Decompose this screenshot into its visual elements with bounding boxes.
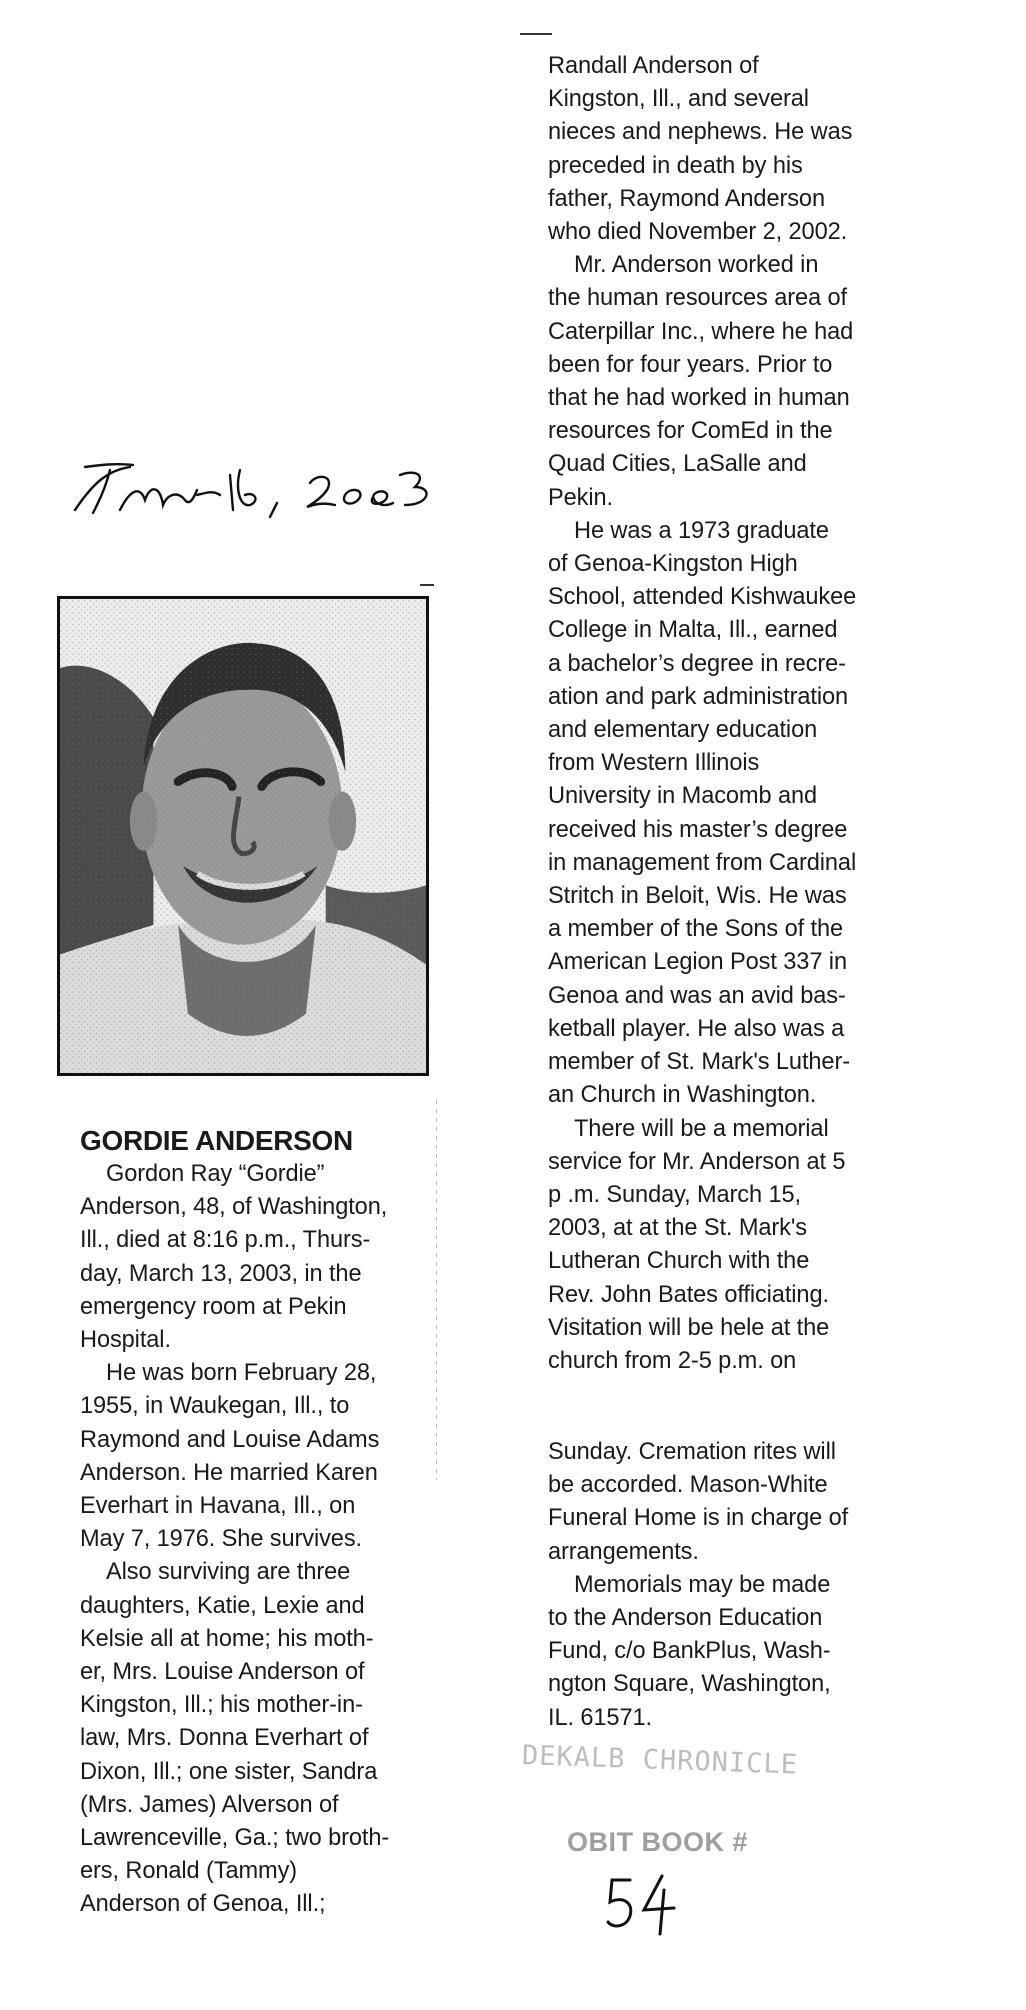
text-line: member of St. Mark's Luther- [548, 1049, 850, 1076]
text-line: There will be a memorial [574, 1115, 829, 1142]
text-line: He was born February 28, [106, 1360, 377, 1387]
text-line: ers, Ronald (Tammy) [80, 1858, 298, 1885]
text-line: from Western Illinois [548, 750, 760, 777]
text-line: ngton Square, Washington, [548, 1671, 831, 1698]
text-line: a member of the Sons of the [548, 916, 844, 943]
text-line: Fund, c/o BankPlus, Wash- [548, 1638, 831, 1665]
source-stamp: DEKALB CHRONICLE [521, 1740, 799, 1781]
text-line: Lawrenceville, Ga.; two broth- [80, 1825, 390, 1852]
left-column-body [80, 1158, 440, 1922]
text-line: p .m. Sunday, March 15, [548, 1181, 801, 1208]
text-line: day, March 13, 2003, in the [80, 1260, 362, 1287]
text-line: to the Anderson Education [548, 1605, 823, 1632]
text-line: who died November 2, 2002. [548, 219, 848, 246]
text-line: resources for ComEd in the [548, 418, 833, 445]
text-line: School, attended Kishwaukee [548, 584, 857, 611]
text-line: ketball player. He also was a [548, 1015, 845, 1042]
text-line: Ill., died at 8:16 p.m., Thurs- [80, 1227, 371, 1254]
text-line: Caterpillar Inc., where he had [548, 318, 854, 345]
text-line: arrangements. [548, 1538, 699, 1565]
text-line: Kingston, Ill.; his mother-in- [80, 1692, 363, 1719]
text-line: Stritch in Beloit, Wis. He was [548, 883, 847, 910]
text-line: Dixon, Ill.; one sister, Sandra [80, 1758, 378, 1785]
text-line: Genoa and was an avid bas- [548, 982, 846, 1009]
text-line: the human resources area of [548, 285, 847, 312]
text-line: Quad Cities, LaSalle and [548, 451, 807, 478]
text-line: of Genoa-Kingston High [548, 551, 798, 578]
text-line: May 7, 1976. She survives. [80, 1526, 362, 1553]
text-line: nieces and nephews. He was [548, 119, 853, 146]
text-line: been for four years. Prior to [548, 351, 833, 378]
text-line: in management from Cardinal [548, 849, 857, 876]
text-line: Anderson of Genoa, Ill.; [80, 1891, 326, 1918]
text-line: He was a 1973 graduate [574, 517, 829, 544]
text-line: law, Mrs. Donna Everhart of [80, 1725, 369, 1752]
text-line: Pekin. [548, 484, 613, 511]
text-line: University in Macomb and [548, 783, 818, 810]
text-line: IL. 61571. [548, 1704, 652, 1731]
text-line: and elementary education [548, 717, 818, 744]
text-line: Randall Anderson of [548, 53, 759, 79]
text-line: (Mrs. James) Alverson of [80, 1791, 339, 1818]
text-line: be accorded. Mason-White [548, 1472, 828, 1499]
text-line: American Legion Post 337 in [548, 949, 847, 976]
text-line: Rev. John Bates officiating. [548, 1281, 829, 1308]
text-line: er, Mrs. Louise Anderson of [80, 1659, 365, 1686]
text-line: 1955, in Waukegan, Ill., to [80, 1393, 350, 1420]
photo-rule [420, 584, 434, 586]
text-line: Mr. Anderson worked in [574, 252, 819, 279]
obit-book-number [600, 1870, 680, 1940]
text-line: Raymond and Louise Adams [80, 1426, 380, 1453]
text-line: Also surviving are three [106, 1559, 351, 1586]
text-line: Gordon Ray “Gordie” [106, 1161, 325, 1187]
text-line: Anderson, 48, of Washington, [80, 1194, 388, 1221]
text-line: church from 2-5 p.m. on [548, 1347, 797, 1374]
obituary-headline: GORDIE ANDERSON [80, 1125, 353, 1156]
text-line: Hospital. [80, 1327, 171, 1354]
text-line: preceded in death by his [548, 152, 803, 179]
text-line: Everhart in Havana, Ill., on [80, 1493, 356, 1520]
text-line: that he had worked in human [548, 385, 850, 412]
text-line: Kingston, Ill., and several [548, 86, 809, 113]
portrait-illustration [60, 599, 426, 1073]
text-line: service for Mr. Anderson at 5 [548, 1148, 846, 1175]
text-line: 2003, at at the St. Mark's [548, 1215, 807, 1242]
text-line: a bachelor’s degree in recre- [548, 650, 846, 677]
obit-book-stamp: OBIT BOOK # [567, 1827, 749, 1857]
text-line: Anderson. He married Karen [80, 1459, 378, 1486]
text-line: Funeral Home is in charge of [548, 1505, 849, 1532]
text-line: Lutheran Church with the [548, 1248, 810, 1275]
text-line: Memorials may be made [574, 1571, 831, 1598]
top-rule [520, 33, 552, 35]
text-line: Visitation will be hele at the [548, 1314, 830, 1341]
text-line: ation and park administration [548, 683, 849, 710]
portrait-photo [57, 596, 429, 1076]
text-line: father, Raymond Anderson [548, 185, 825, 212]
text-line: an Church in Washington. [548, 1082, 817, 1109]
handwritten-date [55, 455, 455, 525]
right-column [548, 50, 928, 1378]
text-line: Kelsie all at home; his moth- [80, 1625, 374, 1652]
right-column-continued [548, 1436, 928, 1735]
text-line: College in Malta, Ill., earned [548, 617, 838, 644]
text-line: Sunday. Cremation rites will [548, 1439, 836, 1465]
text-line: daughters, Katie, Lexie and [80, 1592, 365, 1619]
left-column [80, 1124, 440, 1922]
text-line: received his master’s degree [548, 816, 848, 843]
text-line: emergency room at Pekin [80, 1293, 347, 1320]
